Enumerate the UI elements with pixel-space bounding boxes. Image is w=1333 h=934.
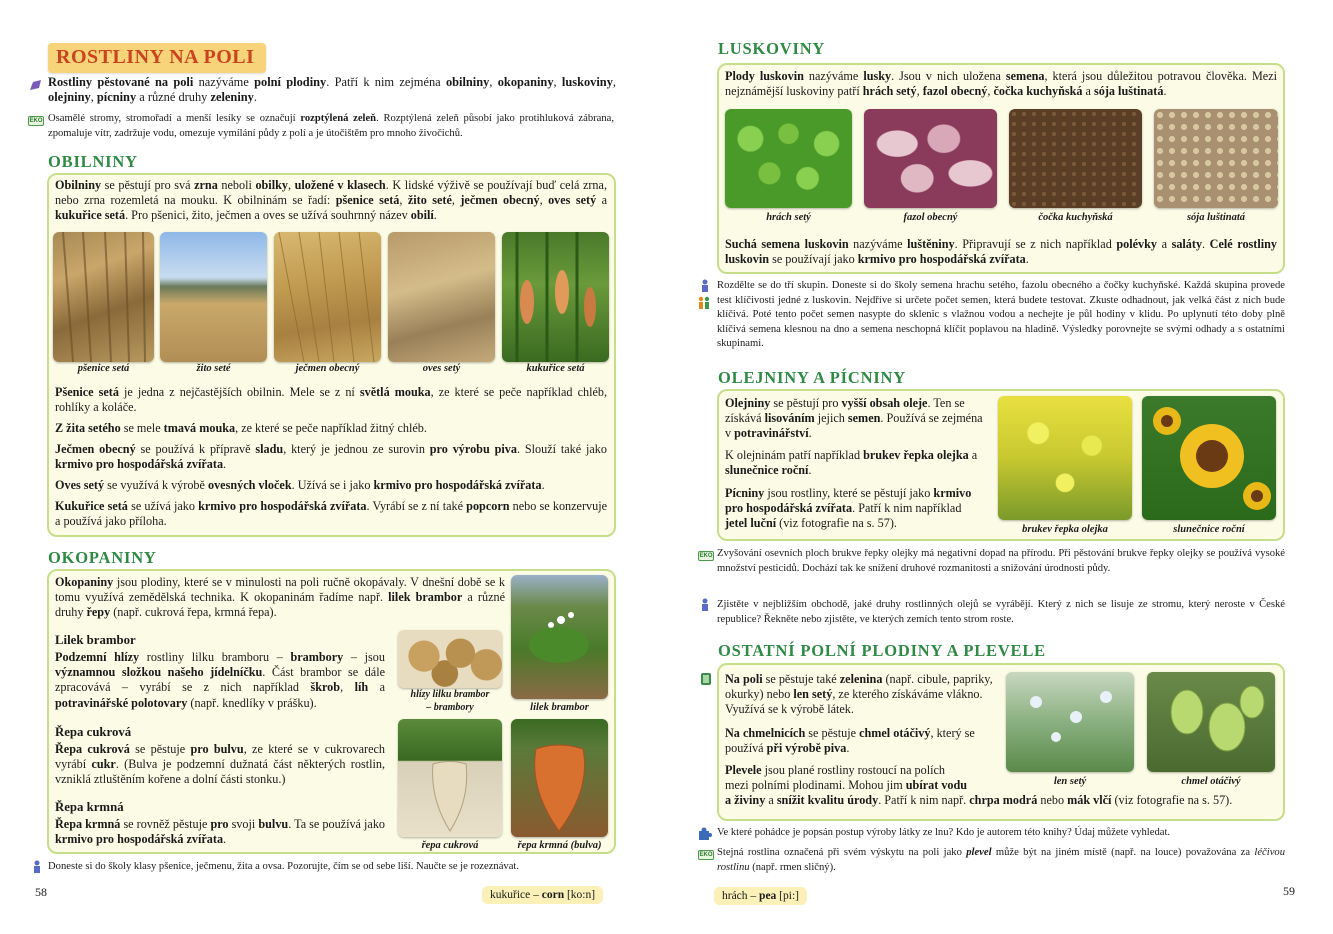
page-title: ROSTLINY NA POLI — [48, 43, 266, 73]
okopaniny-lead: Okopaniny jsou plodiny, které se v minulosti na poli ručně okopávaly. V dnešní době se k tomu využívá zemědělská technika. K okopaninám řadíme např. lilek brambor a různé druhy řepy (např. cukrová řepa, krmná řepa). — [55, 575, 505, 620]
photo-fazol — [864, 109, 997, 208]
repa-krmna-text: Řepa krmná se rovněž pěstuje pro svoji bulvu. Ta se používá jako krmivo pro hospodářská zvířata. — [55, 817, 386, 847]
task-text: Doneste si do školy klasy pšenice, ječmenu, žita a ovsa. Pozorujte, čím se od sebe liší. Naučte se je rozeznávat. — [48, 861, 519, 872]
page-number: 58 — [35, 885, 47, 899]
olejniny-p3: Pícniny jsou rostliny, které se pěstují jako krmivo pro hospodářská zvířata. Patří k nim například jetel luční (viz fotografie na s. 57). — [725, 486, 972, 531]
puzzle-icon — [698, 827, 712, 841]
photo-kukurice — [502, 232, 609, 362]
luskoviny-p1: Suchá semena luskovin nazýváme luštěniny. Připravují se z nich například polévky a saláty. Celé rostliny luskovin se používají jako krmivo pro hospodářská zvířata. — [725, 237, 1277, 267]
page-number: 59 — [1283, 884, 1295, 898]
photo-oves — [388, 232, 495, 362]
caption-hlizy-2: – brambory — [426, 702, 474, 713]
caption-oves: oves setý — [422, 363, 461, 374]
person-icon — [699, 598, 711, 612]
caption-fazol: fazol obecný — [903, 212, 958, 223]
ostatni-p1: Na poli se pěstuje také zelenina (např. cibule, papriky, okurky) nebo len setý, ze kterého získáváme vlákno. Využívá se k výrobě látek. — [725, 672, 993, 717]
vocab-box: hrách – pea [pi:] — [714, 887, 807, 905]
eko-icon: EKO — [699, 553, 713, 559]
eko-icon: EKO — [699, 852, 713, 858]
ostatni-p2: Na chmelnicích se pěstuje chmel otáčivý, který se používá při výrobě piva. — [725, 726, 975, 756]
caption-kukurice: kukuřice setá — [526, 363, 585, 374]
heading-repa-cukrova: Řepa cukrová — [55, 725, 132, 739]
photo-psenice — [53, 232, 154, 362]
photo-cocka — [1009, 109, 1142, 208]
luskoviny-lead: Plody luskovin nazýváme lusky. Jsou v nich uložena semena, která jsou důležitou potravou člověka. Mezi nejznámější luskoviny patří hrách setý, fazol obecný, čočka kuchyňská a sója luštinatá. — [725, 69, 1277, 99]
obilniny-p4: Oves setý se využívá k výrobě ovesných vloček. Užívá se i jako krmivo pro hospodářská zvířata. — [55, 478, 545, 492]
caption-lilek: lilek brambor — [530, 702, 589, 713]
person-icon — [31, 860, 43, 874]
caption-repa-krmna: řepa krmná (bulva) — [517, 840, 602, 851]
luskoviny-task: Rozdělte se do tří skupin. Doneste si do školy semena hrachu setého, fazolu obecného a čočky kuchyňské. Každá skupina provede test klíčivosti jedné z luskovin. Nejdříve si určete počet semen, která budete testovat. Zkuste odhadnout, jak velká část z nich bude klíčivá. Poté tento počet semen nasypte do sklenic s vlažnou vodou a nechejte je půl hodiny v klidu. Po uplynutí této doby plně klíčivá semena klesnou na dno a semena neschopná klíčit poplavou na hladině. Výsledky porovnejte se svými odhady a s ostatními skupinami. — [717, 280, 1285, 350]
caption-hlizy: hlízy lilku brambor — [410, 689, 490, 700]
olejniny-p2: K olejninám patří například brukev řepka olejka a slunečnice roční. — [725, 448, 978, 478]
heading-lilek: Lilek brambor — [55, 633, 136, 647]
caption-zito: žito seté — [196, 363, 231, 374]
olejniny-p1: Olejniny se pěstují pro vyšší obsah oleje. Ten se získává lisováním jejich semen. Používá se zejména v potravinářství. — [725, 396, 983, 441]
photo-repka — [998, 396, 1132, 520]
olejniny-eko: Zvyšování osevních ploch brukve řepky olejky má negativní dopad na přírodu. Při pěstování brukve řepky olejky se používá vysoké množství pesticidů. Dochází tak ke snížení druhové rozmanitosti a snižování úrodnosti půdy. — [717, 548, 1285, 574]
photo-repa-cukrova — [398, 719, 502, 837]
left-page — [0, 0, 666, 934]
person-icon — [699, 279, 711, 293]
photo-chmel — [1147, 672, 1275, 772]
caption-cocka: čočka kuchyňská — [1038, 212, 1113, 223]
intro-text: Rostliny pěstované na poli nazýváme polní plodiny. Patří k nim zejména obilniny, okopaniny, luskoviny, olejniny, pícniny a různé druhy zeleniny. — [48, 75, 616, 105]
caption-soja: sója luštinatá — [1186, 212, 1246, 223]
caption-jecmen: ječmen obecný — [295, 363, 360, 374]
heading-repa-krmna: Řepa krmná — [55, 800, 124, 814]
olejniny-task: Zjistěte v nejbližším obchodě, jaké druhy rostlinných olejů se vyrábějí. Který z nich se lisuje ze stromu, který neroste v České republice? Řekněte nebo zjistěte, ve kterých zemích tento strom roste. — [717, 599, 1285, 625]
caption-slunecnice: slunečnice roční — [1173, 524, 1245, 535]
obilniny-p5: Kukuřice setá se užívá jako krmivo pro hospodářská zvířata. Vyrábí se z ní také popcorn nebo se konzervuje a používá jako příloha. — [55, 499, 607, 529]
ostatni-eko: Stejná rostlina označená při svém výskytu na poli jako plevel může být na jiném místě (např. na louce) považována za léčivou rostlinu (např. rmen sličný). — [717, 847, 1285, 873]
caption-len: len setý — [1053, 776, 1087, 787]
eko-note: Osamělé stromy, stromořadí a menší lesíky se označují rozptýlená zeleň. Rozptýlená zeleň působí jako protihluková zábrana, zpomaluje vítr, zadržuje vodu, omezuje vymílání půdy z polí a je útočištěm pro mnoho živočichů. — [48, 113, 614, 139]
photo-zito — [160, 232, 267, 362]
photo-repa-krmna — [511, 719, 608, 837]
lilek-text: Podzemní hlízy rostliny lilku bramboru – brambory – jsou významnou složkou našeho jídelníčku. Část brambor se dále zpracovává – vyrábí se z nich například škrob, líh a potravinářské polotovary (např. knedlíky v prášku). — [55, 650, 386, 710]
obilniny-p2: Z žita setého se mele tmavá mouka, ze které se peče například žitný chléb. — [55, 421, 427, 435]
photo-len — [1006, 672, 1134, 772]
obilniny-lead: Obilniny se pěstují pro svá zrna neboli obilky, uložené v klasech. K lidské výživě se používají buď celá zrna, nebo zrna rozemletá na mouku. K obilninám se řadí: pšenice setá, žito seté, ječmen obecný, oves setý a kukuřice setá. Pro pšenici, žito, ječmen a oves se užívá souhrnný název obilí. — [55, 178, 608, 223]
section-heading-obilniny: OBILNINY — [48, 152, 138, 171]
section-heading-ostatni: OSTATNÍ POLNÍ PLODINY A PLEVELE — [718, 641, 1046, 660]
section-heading-olejniny: OLEJNINY A PÍCNINY — [718, 368, 906, 387]
caption-repa-cukrova: řepa cukrová — [421, 840, 479, 851]
eko-icon: EKO — [29, 118, 43, 124]
pencil-icon — [29, 79, 43, 91]
caption-repka: brukev řepka olejka — [1022, 524, 1108, 535]
photo-lilek — [511, 575, 608, 699]
obilniny-p1: Pšenice setá je jedna z nejčastějších obilnin. Mele se z ní světlá mouka, ze které se peče například chléb, rohlíky a koláče. — [55, 385, 608, 415]
caption-hrach: hrách setý — [766, 212, 811, 223]
repa-cukrova-text: Řepa cukrová se pěstuje pro bulvu, ze které se v cukrovarech vyrábí cukr. (Bulva je podzemní dužnatá část některých rostlin, vzniklá ztluštěním kořene a dolní části stonku.) — [55, 742, 385, 787]
book-icon — [700, 672, 712, 686]
group-icon — [697, 296, 711, 310]
vocab-box: kukuřice – corn [ko:n] — [482, 886, 603, 904]
photo-soja — [1154, 109, 1278, 208]
section-heading-okopaniny: OKOPANINY — [48, 548, 157, 567]
photo-slunecnice — [1142, 396, 1276, 520]
ostatni-p3: Plevele jsou plané rostliny rostoucí na polích mezi polními plodinami. Mohou jim ubírat vodu a živiny a snížit kvalitu úrody. Patří k nim např. chrpa modrá nebo mák vlčí (viz fotografie na s. 57). — [725, 763, 1233, 808]
obilniny-p3: Ječmen obecný se používá k přípravě sladu, který je jednou ze surovin pro výrobu piva. Slouží také jako krmivo pro hospodářská zvířata. — [55, 442, 607, 472]
caption-psenice: pšenice setá — [77, 363, 130, 374]
right-page — [666, 0, 1332, 934]
photo-hlizy — [398, 630, 502, 688]
caption-chmel: chmel otáčivý — [1181, 776, 1241, 787]
section-heading-luskoviny: LUSKOVINY — [718, 39, 826, 58]
photo-jecmen — [274, 232, 381, 362]
photo-hrach — [725, 109, 852, 208]
ostatni-question: Ve které pohádce je popsán postup výroby látky ze lnu? Kdo je autorem této knihy? Údaj můžete vyhledat. — [717, 827, 1171, 838]
